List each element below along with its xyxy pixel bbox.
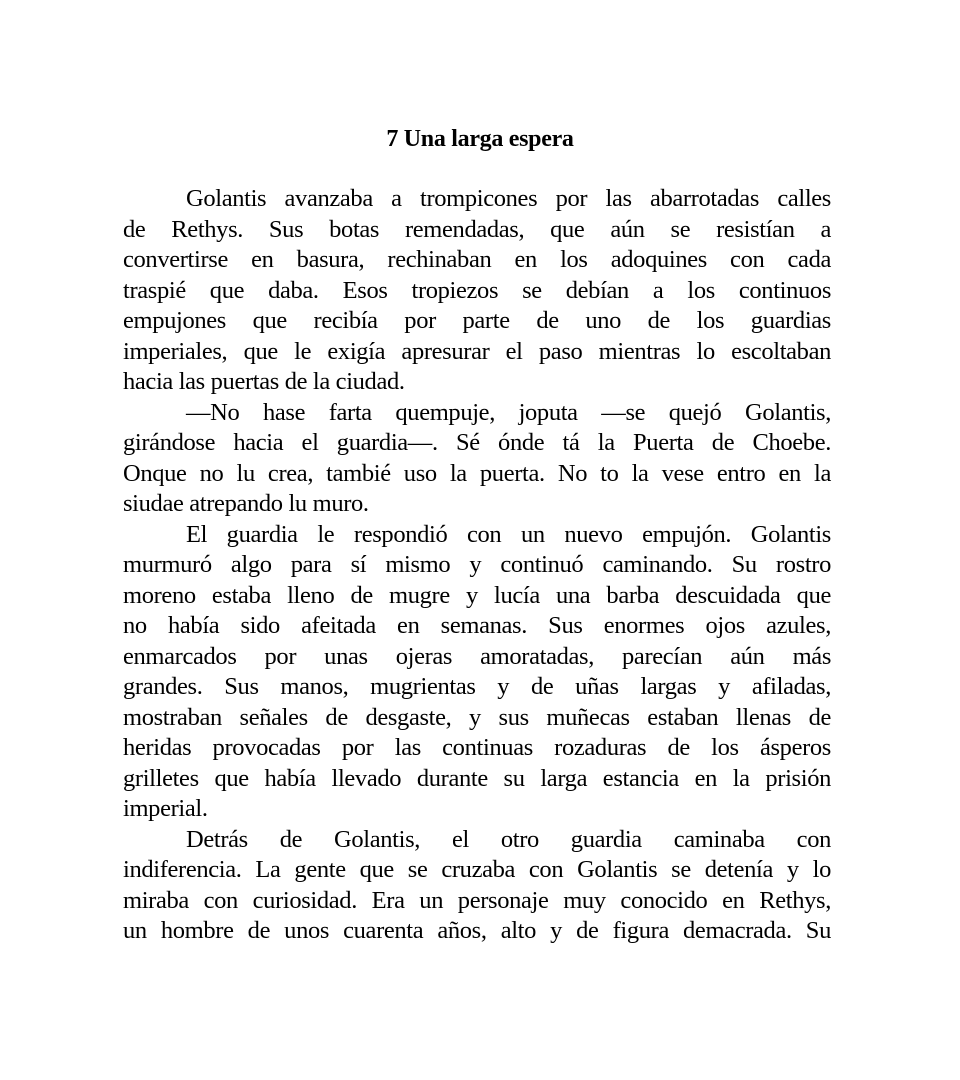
text-line: Onque no lu crea, tambié uso la puerta. No to la vese entro en la xyxy=(123,459,831,487)
text-line: traspié que daba. Esos tropiezos se debían a los continuos xyxy=(123,276,831,304)
text-line: El guardia le respondió con un nuevo empujón. Golantis xyxy=(186,520,831,548)
text-line: un hombre de unos cuarenta años, alto y de figura demacrada. Su xyxy=(123,917,831,944)
paragraph xyxy=(123,825,831,947)
paragraph xyxy=(123,184,831,398)
body-text xyxy=(123,184,831,947)
text-line: grilletes que había llevado durante su larga estancia en la prisión xyxy=(123,764,831,792)
text-line: hacia las puertas de la ciudad. xyxy=(123,368,405,395)
text-line: miraba con curiosidad. Era un personaje muy conocido en Rethys, xyxy=(123,886,831,914)
text-line: grandes. Sus manos, mugrientas y de uñas largas y afiladas, xyxy=(123,673,831,700)
text-line: enmarcados por unas ojeras amoratadas, parecían aún más xyxy=(123,642,831,670)
text-line: Golantis avanzaba a trompicones por las abarrotadas calles xyxy=(186,185,831,212)
text-line: indiferencia. La gente que se cruzaba con Golantis se detenía y lo xyxy=(123,856,831,883)
text-line: heridas provocadas por las continuas rozaduras de los ásperos xyxy=(123,734,831,761)
text-line: no había sido afeitada en semanas. Sus enormes ojos azules, xyxy=(123,612,831,639)
text-line: imperiales, que le exigía apresurar el paso mientras lo escoltaban xyxy=(123,337,831,365)
text-line: murmuró algo para sí mismo y continuó caminando. Su rostro xyxy=(123,551,831,578)
text-line: —No hase farta quempuje, joputa —se quejó Golantis, xyxy=(186,398,831,426)
text-line: Detrás de Golantis, el otro guardia caminaba con xyxy=(186,825,831,853)
chapter-title: 7 Una larga espera xyxy=(386,126,574,152)
paragraph xyxy=(123,398,831,520)
text-line: convertirse en basura, rechinaban en los adoquines con cada xyxy=(123,246,831,273)
text-line: siudae atrepando lu muro. xyxy=(123,490,369,517)
text-line: empujones que recibía por parte de uno de los guardias xyxy=(123,307,831,334)
text-line: imperial. xyxy=(123,795,208,822)
text-line: mostraban señales de desgaste, y sus muñecas estaban llenas de xyxy=(123,703,831,731)
text-line: de Rethys. Sus botas remendadas, que aún se resistían a xyxy=(123,215,831,243)
text-line: moreno estaba lleno de mugre y lucía una barba descuidada que xyxy=(123,581,831,609)
text-line: girándose hacia el guardia—. Sé ónde tá la Puerta de Choebe. xyxy=(123,429,831,456)
paragraph xyxy=(123,520,831,825)
